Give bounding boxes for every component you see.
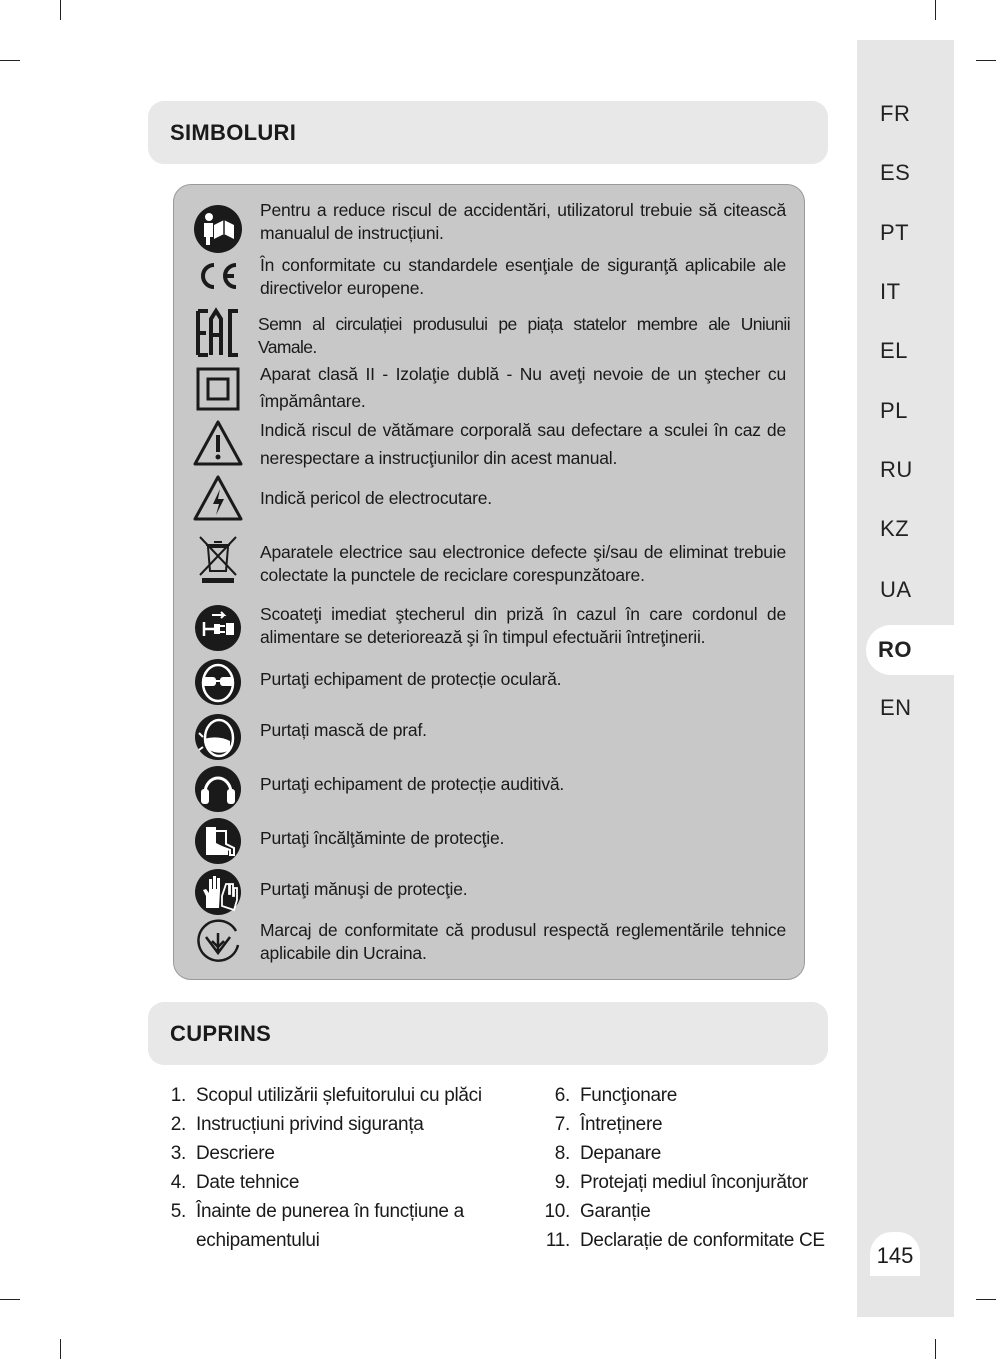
lang-tab-ro-active[interactable]: RO: [866, 625, 956, 675]
eye-protection-icon: [192, 656, 244, 708]
toc-item[interactable]: [536, 1226, 825, 1255]
toc-number: 5.: [170, 1201, 186, 1222]
toc-number: 11.: [545, 1230, 570, 1251]
toc-number: 3.: [170, 1143, 186, 1164]
symbol-text: Scoateţi imediat ştecherul din priză în cazul în care cordonul de alimentare se deteriorează şi în timpul efectuării întreţinerii.: [260, 604, 786, 647]
symbol-text: Aparatele electrice sau electronice defecte şi/sau de eliminat trebuie colectate la punctele de reciclare corespunzătoare.: [260, 542, 786, 585]
read-manual-icon: [192, 203, 244, 255]
toc-number: 9.: [554, 1172, 570, 1193]
symbols-panel: [173, 184, 805, 980]
symbol-text: Marcaj de conformitate că produsul respectă reglementările tehnice aplicabile din Ucraina.: [260, 920, 786, 963]
safety-boots-icon: [192, 815, 244, 867]
toc-item[interactable]: [160, 1081, 482, 1110]
ear-protection-icon: [192, 763, 244, 815]
toc-label: echipamentului: [196, 1230, 320, 1251]
symbol-text: Purtaţi echipament de protecție oculară.: [260, 669, 562, 689]
symbols-section-title: SIMBOLURI: [148, 101, 828, 164]
toc-label: Funcţionare: [580, 1085, 678, 1106]
unplug-icon: [192, 602, 244, 654]
crop-mark: [935, 1339, 936, 1359]
toc-right-column: [536, 1081, 825, 1255]
toc-label: Instrucțiuni privind siguranța: [196, 1114, 424, 1135]
toc-label: Descriere: [196, 1143, 275, 1164]
crop-mark: [976, 60, 996, 61]
symbol-text: Purtați mască de praf.: [260, 720, 427, 740]
crop-mark: [976, 1299, 996, 1300]
class-ii-icon: [192, 363, 244, 415]
toc-label: Garanție: [580, 1201, 651, 1222]
toc-number: 8.: [554, 1143, 570, 1164]
toc-number: 2.: [170, 1114, 186, 1135]
toc-left-column: [160, 1081, 482, 1255]
weee-bin-icon: [192, 533, 244, 585]
symbol-text: Pentru a reduce riscul de accidentări, utilizatorul trebuie să citească manualul de instrucțiuni.: [260, 200, 786, 243]
toc-item[interactable]: [536, 1081, 825, 1110]
symbol-text: În conformitate cu standardele esenţiale de siguranţă aplicabile ale directivelor europene.: [260, 255, 786, 298]
lang-tab-fr[interactable]: FR: [880, 101, 911, 126]
ukraine-conformity-icon: [192, 917, 244, 969]
toc-number: 10.: [544, 1201, 570, 1222]
crop-mark: [935, 0, 936, 20]
symbol-text: Aparat clasă II - Izolaţie dublă - Nu aveţi nevoie de un ştecher cu împământare.: [260, 364, 786, 411]
toc-number: 4.: [170, 1172, 186, 1193]
dust-mask-icon: [192, 711, 244, 763]
lang-tab-pt[interactable]: PT: [880, 220, 910, 245]
warning-icon: [192, 418, 244, 470]
toc-item[interactable]: [160, 1110, 482, 1139]
toc-label: Scopul utilizării șlefuitorului cu plăci: [196, 1085, 482, 1106]
symbol-text: Purtaţi echipament de protecție auditivă.: [260, 774, 565, 794]
toc-number: 6.: [554, 1085, 570, 1106]
symbol-text: Indică pericol de electrocutare.: [260, 488, 492, 508]
symbol-text: Semn al circulației produsului pe piața statelor membre ale Uniunii Vamale.: [258, 314, 790, 357]
symbol-text: Purtaţi mănuşi de protecţie.: [260, 879, 468, 899]
symbol-text: Purtaţi încălţăminte de protecţie.: [260, 828, 505, 848]
crop-mark: [60, 1339, 61, 1359]
lang-tab-el[interactable]: EL: [880, 338, 908, 363]
toc-label: Protejați mediul înconjurător: [580, 1172, 808, 1193]
lang-tab-es[interactable]: ES: [880, 160, 911, 185]
crop-mark: [60, 0, 61, 20]
lang-tab-ru[interactable]: RU: [880, 457, 913, 482]
lang-tab-ua[interactable]: UA: [880, 577, 912, 602]
toc-label: Întreținere: [580, 1114, 663, 1135]
gloves-icon: [192, 866, 244, 918]
contents-section-title: CUPRINS: [148, 1002, 828, 1065]
crop-mark: [0, 1299, 20, 1300]
toc-label: Înainte de punerea în funcțiune a: [196, 1201, 464, 1222]
symbol-text: Indică riscul de vătămare corporală sau defectare a sculei în caz de nerespectare a instrucţiunilor din acest manual.: [260, 420, 786, 468]
crop-mark: [0, 60, 20, 61]
toc-item[interactable]: [160, 1226, 482, 1255]
toc-number: [160, 1226, 196, 1255]
toc-number: 1.: [170, 1085, 186, 1106]
toc-item[interactable]: [536, 1110, 825, 1139]
lang-tab-it[interactable]: IT: [880, 279, 901, 304]
toc-item[interactable]: [160, 1197, 482, 1226]
toc-item[interactable]: [160, 1168, 482, 1197]
ce-mark-icon: [192, 250, 244, 302]
toc-item[interactable]: [536, 1168, 825, 1197]
toc-label: Depanare: [580, 1143, 662, 1164]
toc-number: 7.: [554, 1114, 570, 1135]
toc-label: Date tehnice: [196, 1172, 300, 1193]
toc-item[interactable]: [536, 1139, 825, 1168]
toc-item[interactable]: [536, 1197, 825, 1226]
lang-tab-kz[interactable]: KZ: [880, 516, 910, 541]
page-number: 145: [870, 1232, 920, 1276]
lang-tab-en[interactable]: EN: [880, 695, 912, 720]
toc-label: Declarație de conformitate CE: [580, 1230, 825, 1251]
electric-hazard-icon: [192, 473, 244, 525]
lang-tab-pl[interactable]: PL: [880, 398, 908, 423]
toc-item[interactable]: [160, 1139, 482, 1168]
eac-mark-icon: [192, 307, 244, 359]
